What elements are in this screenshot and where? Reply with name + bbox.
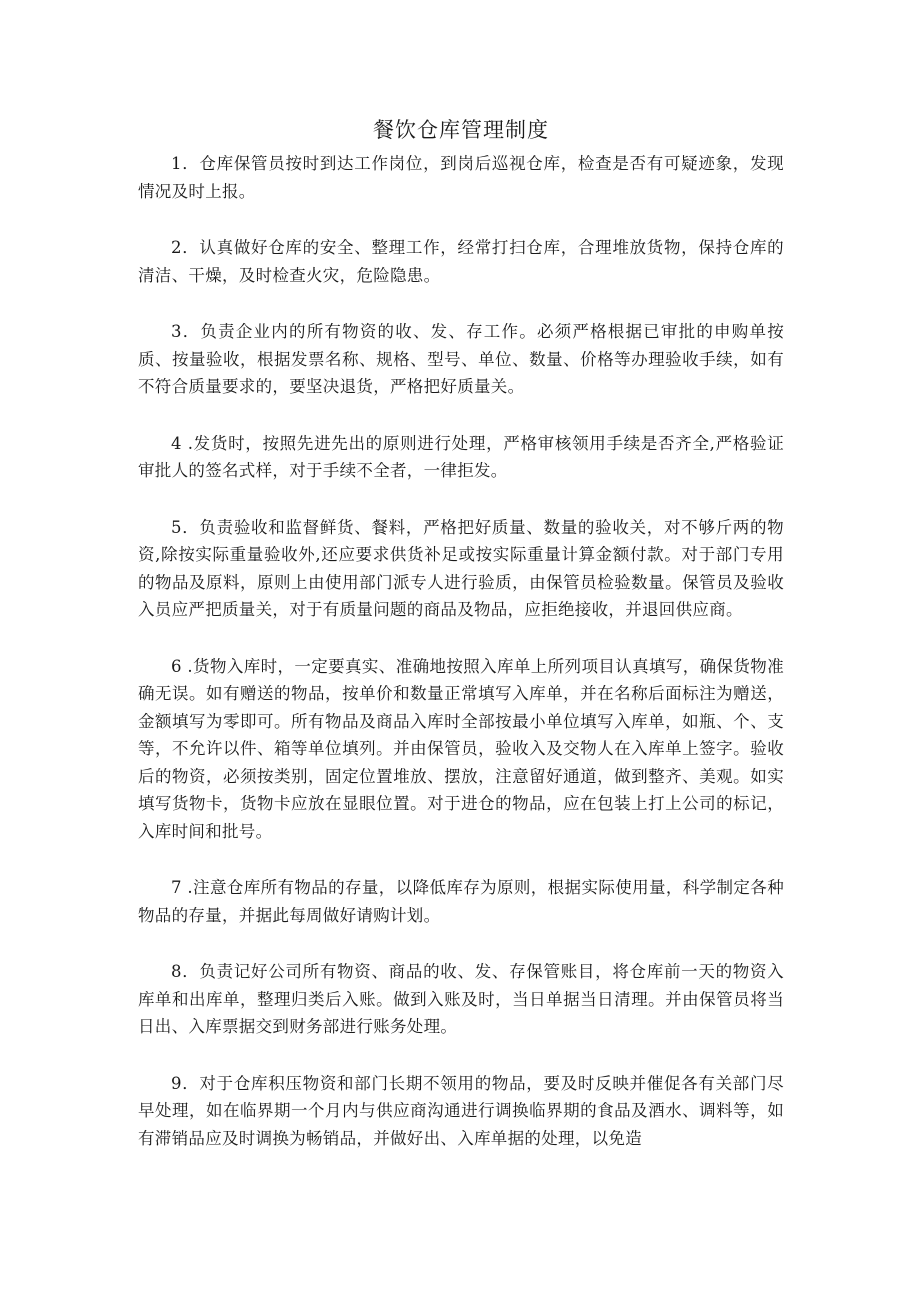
document-page bbox=[138, 112, 784, 1181]
paragraph-8: 8．负责记好公司所有物资、商品的收、发、存保管账目，将仓库前一天的物资入库单和出库单，整理归类后入账。做到入账及时，当日单据当日清理。并由保管员将当日出、入库票据交到财务部进行账务处理。 bbox=[138, 962, 784, 1036]
paragraph-7: 7 .注意仓库所有物品的存量，以降低库存为原则，根据实际使用量，科学制定各种物品的存量，并据此每周做好请购计划。 bbox=[138, 878, 784, 925]
paragraph-3: 3．负责企业内的所有物资的收、发、存工作。必须严格根据已审批的申购单按质、按量验收，根据发票名称、规格、型号、单位、数量、价格等办理验收手续，如有不符合质量要求的，要坚决退货，严格把好质量关。 bbox=[138, 322, 784, 396]
paragraph-6: 6 .货物入库时，一定要真实、准确地按照入库单上所列项目认真填写，确保货物准确无误。如有赠送的物品，按单价和数量正常填写入库单，并在名称后面标注为赠送，金额填写为零即可。所有物品及商品入库时全部按最小单位填写入库单，如瓶、个、支等，不允许以件、箱等单位填列。并由保管员，验收入及交物人在入库单上签字。验收后的物资，必须按类别，固定位置堆放、摆放，注意留好通道，做到整齐、美观。如实填写货物卡，货物卡应放在显眼位置。对于进仓的物品，应在包装上打上公司的标记，入库时间和批号。 bbox=[138, 656, 784, 841]
paragraph-1: 1．仓库保管员按时到达工作岗位，到岗后巡视仓库，检查是否有可疑迹象，发现情况及时上报。 bbox=[138, 154, 784, 201]
paragraph-9: 9．对于仓库积压物资和部门长期不领用的物品，要及时反映并催促各有关部门尽早处理，如在临界期一个月内与供应商沟通进行调换临界期的食品及酒水、调料等，如有滞销品应及时调换为畅销品，并做好出、入库单据的处理，以免造 bbox=[138, 1073, 784, 1148]
document-title: 餐饮仓库管理制度 bbox=[373, 118, 549, 142]
paragraph-4: 4 .发货时，按照先进先出的原则进行处理，严格审核领用手续是否齐全,严格验证审批人的签名式样，对于手续不全者，一律拒发。 bbox=[138, 433, 784, 480]
paragraph-5: 5．负责验收和监督鲜货、餐料，严格把好质量、数量的验收关，对不够斤两的物资,除按实际重量验收外,还应要求供货补足或按实际重量计算金额付款。对于部门专用的物品及原料，原则上由使用部门派专人进行验质，由保管员检验数量。保管员及验收入员应严把质量关，对于有质量问题的商品及物品，应拒绝接收，并退回供应商。 bbox=[138, 517, 784, 619]
paragraph-2: 2．认真做好仓库的安全、整理工作，经常打扫仓库，合理堆放货物，保持仓库的清洁、干燥，及时检查火灾，危险隐患。 bbox=[138, 238, 784, 285]
